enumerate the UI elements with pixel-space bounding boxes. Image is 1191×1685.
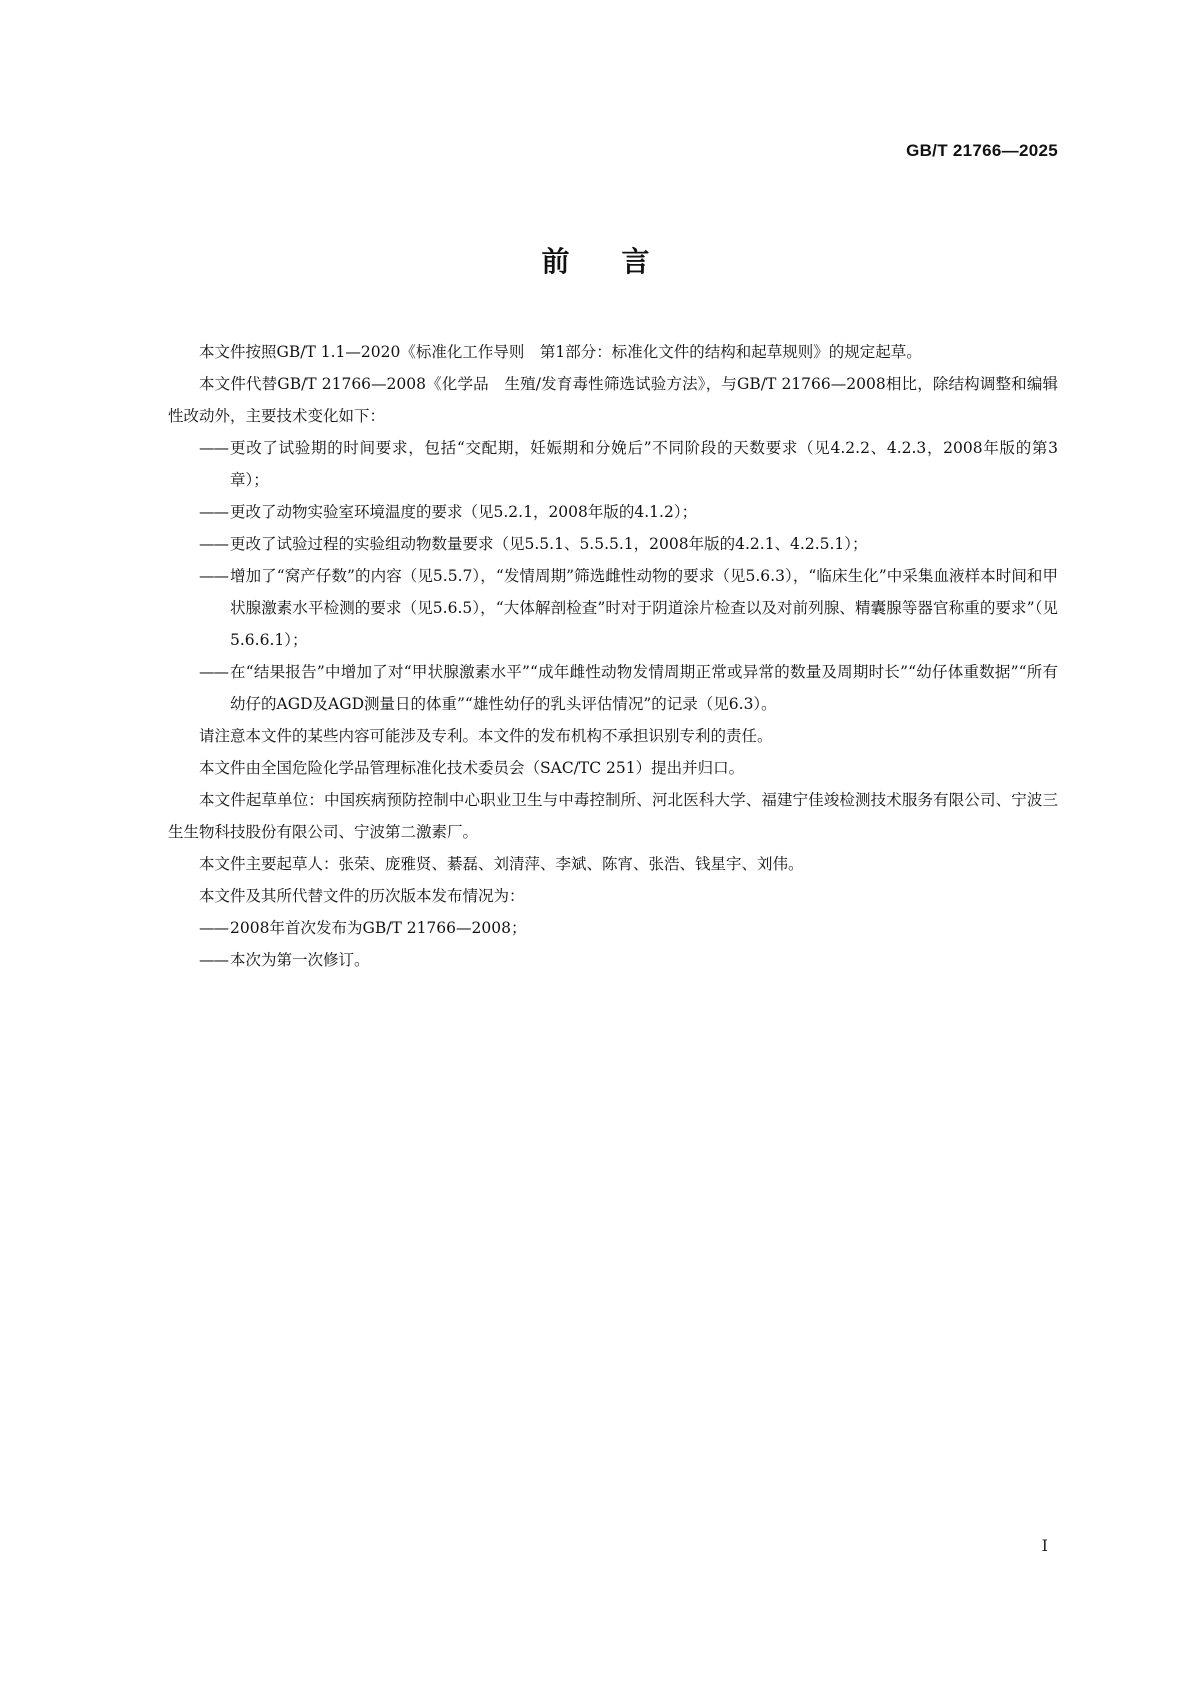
dash-marker: —— bbox=[199, 663, 228, 681]
change-item-text: 在“结果报告”中增加了对“甲状腺激素水平”“成年雌性动物发情周期正常或异常的数量及周期时长”“幼仔体重数据”“所有幼仔的AGD及AGD测量日的体重”“雄性幼仔的乳头评估情况”的记录（见6.3）。 bbox=[230, 663, 1058, 713]
change-item bbox=[168, 656, 1058, 720]
paragraph-patent-notice: 请注意本文件的某些内容可能涉及专利。本文件的发布机构不承担识别专利的责任。 bbox=[199, 727, 773, 745]
paragraph-proposer: 本文件由全国危险化学品管理标准化技术委员会（SAC/TC 251）提出并归口。 bbox=[199, 759, 745, 777]
change-item-text: 更改了试验过程的实验组动物数量要求（见5.5.1、5.5.5.1，2008年版的4.2.1、4.2.5.1）； bbox=[230, 535, 868, 553]
dash-marker: —— bbox=[199, 951, 228, 969]
change-item-text: 增加了“窝产仔数”的内容（见5.5.7），“发情周期”筛选雌性动物的要求（见5.6.3），“临床生化”中采集血液样本时间和甲状腺激素水平检测的要求（见5.6.5），“大体解剖检查”时对于阴道涂片检查以及对前列腺、精囊腺等器官称重的要求”（见5.6.6.1）； bbox=[230, 567, 1058, 649]
dash-marker: —— bbox=[199, 439, 228, 457]
paragraph-drafting-rules: 本文件按照GB/T 1.1—2020《标准化工作导则 第1部分：标准化文件的结构和起草规则》的规定起草。 bbox=[199, 343, 922, 361]
dash-marker: —— bbox=[199, 567, 228, 585]
change-item-text: 更改了动物实验室环境温度的要求（见5.2.1，2008年版的4.1.2）； bbox=[230, 503, 698, 521]
history-item-text: 2008年首次发布为GB/T 21766—2008； bbox=[230, 919, 527, 937]
paragraph-drafting-units: 本文件起草单位：中国疾病预防控制中心职业卫生与中毒控制所、河北医科大学、福建宁佳竣检测技术服务有限公司、宁波三生生物科技股份有限公司、宁波第二激素厂。 bbox=[168, 791, 1058, 841]
standard-code: GB/T 21766—2025 bbox=[906, 141, 1058, 160]
paragraph-replacement: 本文件代替GB/T 21766—2008《化学品 生殖/发育毒性筛选试验方法》，与GB/T 21766—2008相比，除结构调整和编辑性改动外，主要技术变化如下： bbox=[168, 375, 1058, 425]
dash-marker: —— bbox=[199, 535, 228, 553]
history-item bbox=[168, 944, 1058, 976]
history-item bbox=[168, 912, 1058, 944]
change-item bbox=[168, 560, 1058, 656]
page-title: 前言 bbox=[541, 245, 702, 278]
change-item bbox=[168, 528, 1058, 560]
change-item bbox=[168, 432, 1058, 496]
foreword-body bbox=[168, 336, 1058, 976]
history-item-text: 本次为第一次修订。 bbox=[230, 951, 370, 969]
page-number: I bbox=[1041, 1536, 1048, 1555]
change-item-text: 更改了试验期的时间要求，包括“交配期，妊娠期和分娩后”不同阶段的天数要求（见4.2.2、4.2.3，2008年版的第3章）； bbox=[230, 439, 1058, 489]
paragraph-history-intro: 本文件及其所代替文件的历次版本发布情况为： bbox=[199, 887, 525, 905]
change-item bbox=[168, 496, 1058, 528]
dash-marker: —— bbox=[199, 503, 228, 521]
dash-marker: —— bbox=[199, 919, 228, 937]
paragraph-drafters: 本文件主要起草人：张荣、庞雅贤、綦磊、刘清萍、李斌、陈宵、张浩、钱星宇、刘伟。 bbox=[199, 855, 804, 873]
